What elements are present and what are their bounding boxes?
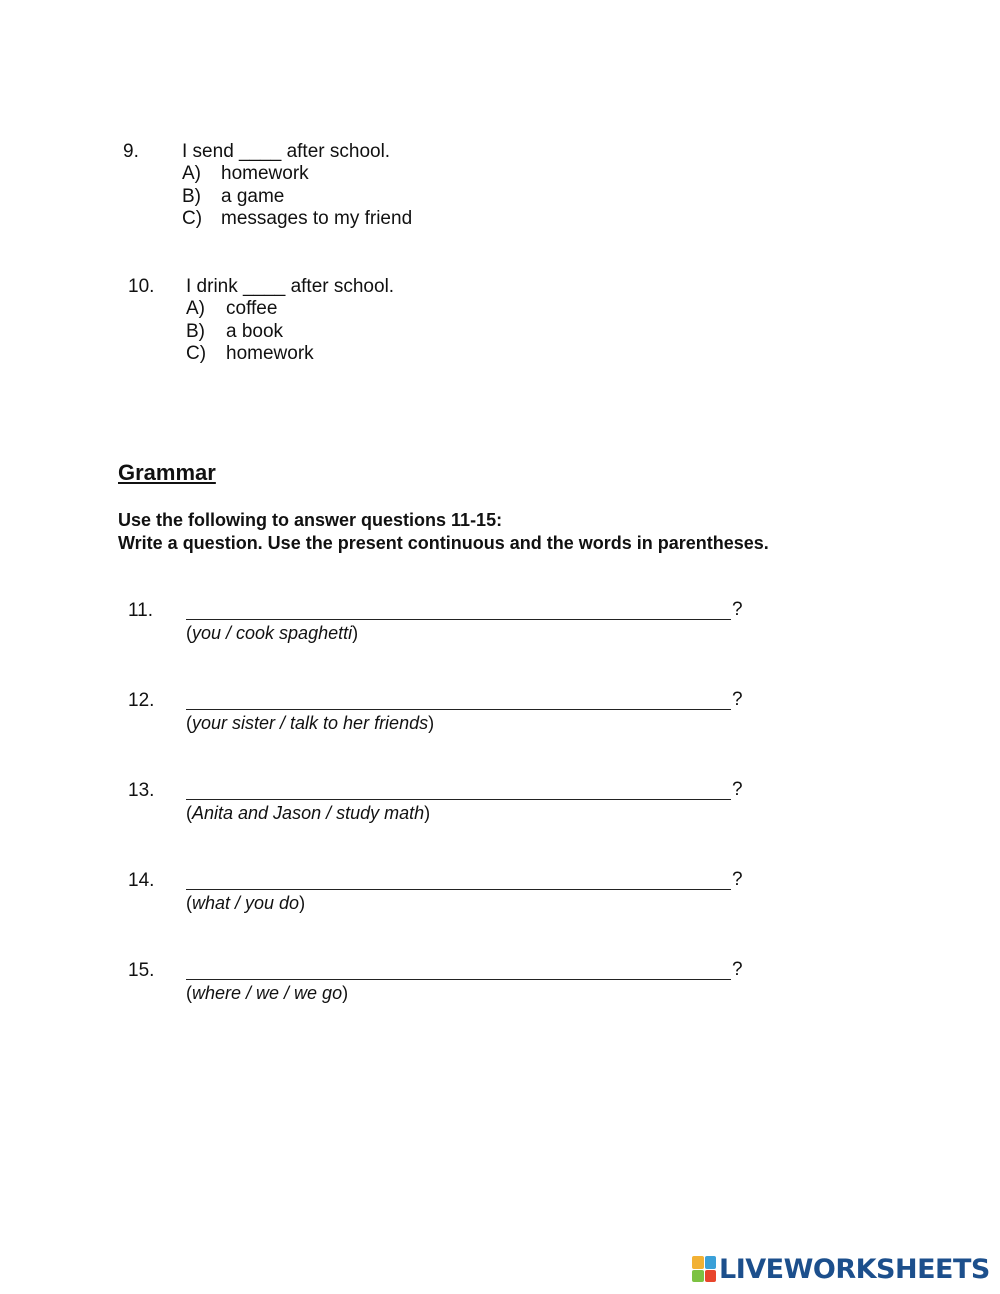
question-stem: I send ____ after school. — [182, 141, 391, 162]
option-text[interactable]: messages to my friend — [221, 208, 413, 229]
answer-blank[interactable] — [186, 709, 731, 710]
hint: (Anita and Jason / study math) — [186, 803, 431, 823]
option-letter: A) — [186, 298, 205, 319]
option-text[interactable]: a book — [226, 321, 284, 342]
question-mark: ? — [732, 779, 743, 800]
answer-blank[interactable] — [186, 889, 731, 890]
item-number: 14. — [128, 870, 155, 891]
logo-text: LIVEWORKSHEETS — [719, 1253, 990, 1285]
option-text[interactable]: coffee — [226, 298, 278, 319]
answer-blank[interactable] — [186, 979, 731, 980]
logo-blocks-icon — [692, 1256, 716, 1282]
hint-text: Anita and Jason / study math — [192, 803, 425, 823]
question-stem: I drink ____ after school. — [186, 276, 395, 297]
option-text[interactable]: a game — [221, 186, 285, 207]
hint-text: where / we / we go — [192, 983, 343, 1003]
hint-text: what / you do — [192, 893, 300, 913]
logo-block — [705, 1256, 717, 1269]
item-number: 11. — [128, 600, 154, 621]
hint-text: your sister / talk to her friends — [192, 713, 429, 733]
hint: (what / you do) — [186, 893, 306, 913]
logo-block — [705, 1270, 717, 1283]
option-letter: C) — [182, 208, 203, 229]
liveworksheets-logo[interactable] — [692, 1254, 990, 1284]
question-number: 10. — [128, 276, 155, 297]
option-letter: C) — [186, 343, 207, 364]
question-number: 9. — [123, 141, 139, 162]
instruction-line-1: Use the following to answer questions 11-15: — [118, 510, 503, 530]
option-letter: B) — [186, 321, 205, 342]
answer-blank[interactable] — [186, 619, 731, 620]
answer-blank[interactable] — [186, 799, 731, 800]
logo-block — [692, 1256, 704, 1269]
option-letter: A) — [182, 163, 201, 184]
question-mark: ? — [732, 599, 743, 620]
section-heading: Grammar — [118, 460, 216, 485]
question-mark: ? — [732, 959, 743, 980]
hint: (your sister / talk to her friends) — [186, 713, 435, 733]
item-number: 13. — [128, 780, 155, 801]
option-text[interactable]: homework — [226, 343, 314, 364]
question-mark: ? — [732, 869, 743, 890]
option-letter: B) — [182, 186, 201, 207]
question-mark: ? — [732, 689, 743, 710]
option-text[interactable]: homework — [221, 163, 309, 184]
logo-block — [692, 1270, 704, 1283]
item-number: 12. — [128, 690, 155, 711]
hint-text: you / cook spaghetti — [192, 623, 353, 643]
hint: (where / we / we go) — [186, 983, 349, 1003]
instruction-line-2: Write a question. Use the present continuous and the words in parentheses. — [118, 533, 769, 553]
item-number: 15. — [128, 960, 155, 981]
hint: (you / cook spaghetti) — [186, 623, 359, 643]
